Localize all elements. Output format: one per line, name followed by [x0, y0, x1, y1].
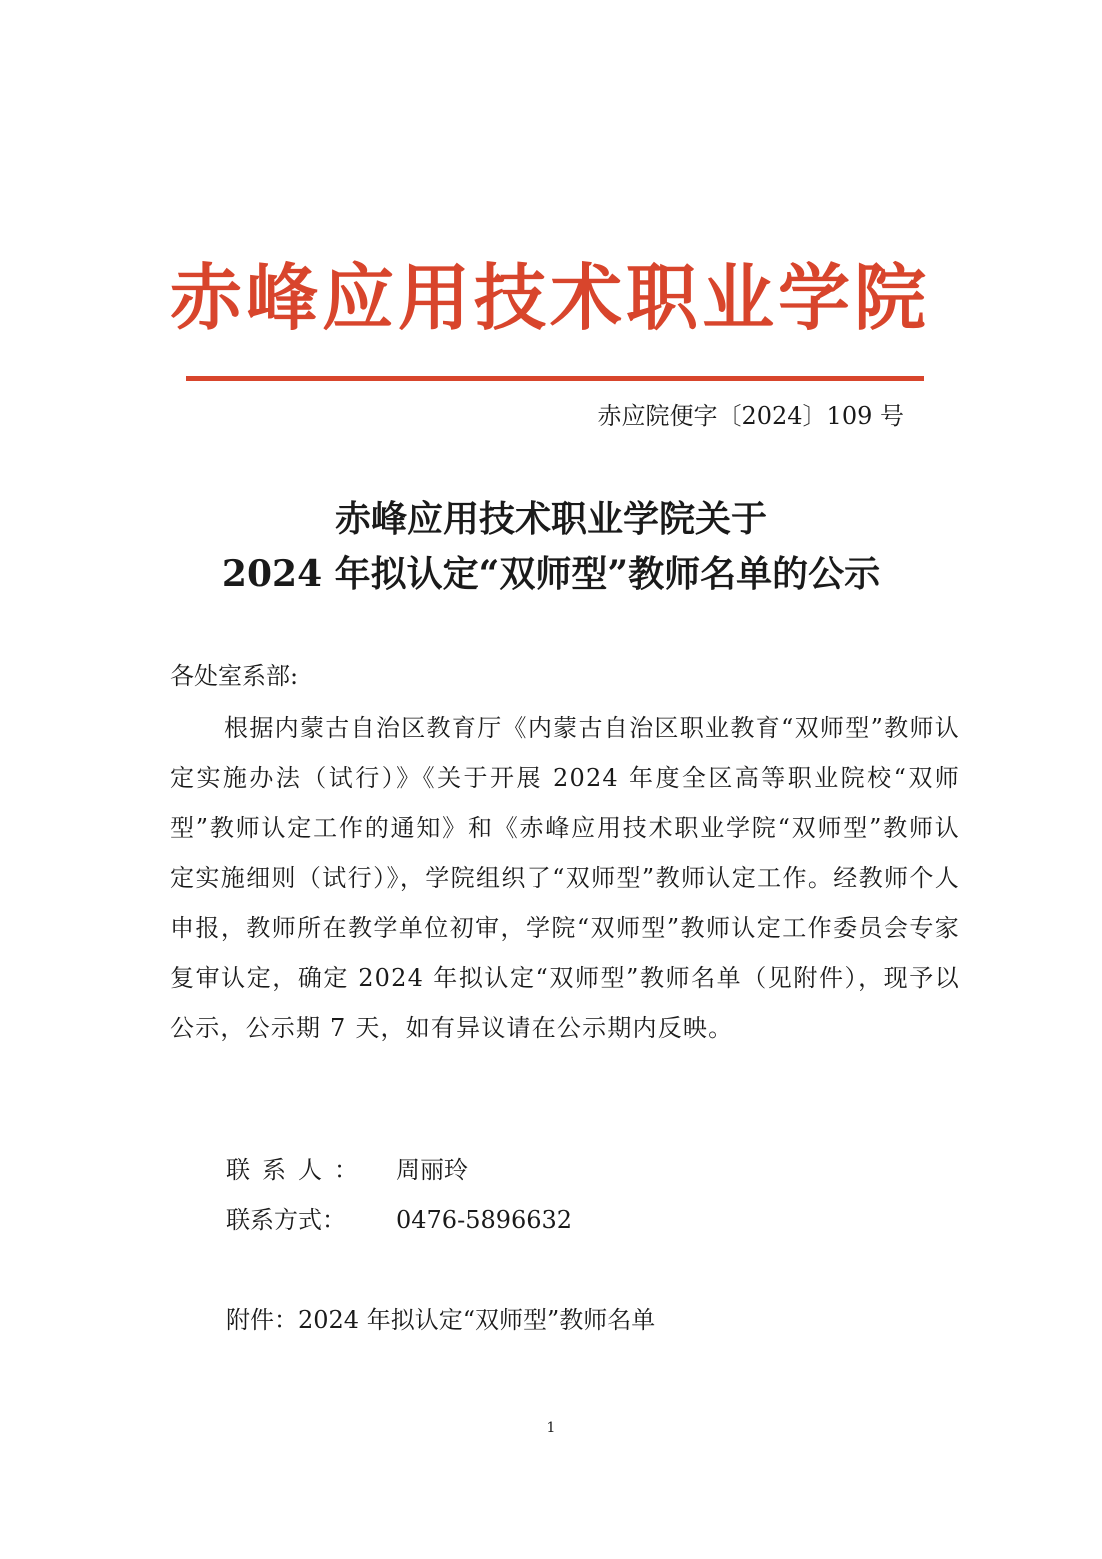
header-divider [186, 376, 924, 381]
contact-person-value: 周丽玲 [396, 1156, 468, 1184]
attachment-note: 附件：2024 年拟认定“双师型”教师名单 [226, 1306, 656, 1334]
contact-person-label: 联系人： [226, 1156, 370, 1184]
institution-header: 赤峰应用技术职业学院 [170, 256, 931, 340]
notice-title-line-1: 赤峰应用技术职业学院关于 [334, 498, 767, 540]
contact-method-row [226, 1200, 572, 1240]
contact-method-label: 联系方式： [226, 1206, 346, 1234]
document-number: 赤应院便字〔2024〕109 号 [597, 402, 904, 430]
salutation: 各处室系部: [170, 662, 299, 690]
body-paragraph: 根据内蒙古自治区教育厅《内蒙古自治区职业教育“双师型”教师认定实施办法（试行）》《关于开展 2024 年度全区高等职业院校“双师型”教师认定工作的通知》和《赤峰应用技术职业学院“双师型”教师认定实施细则（试行）》，学院组织了“双师型”教师认定工作。经教师个人申报，教师所在教学单位初审，学院“双师型”教师认定工作委员会专家复审认定，确定 2024 年拟认定“双师型”教师名单（见附件），现予以公示，公示期 7 天，如有异议请在公示期内反映。 [170, 714, 960, 1042]
contact-person-row [226, 1150, 468, 1190]
page-number: 1 [546, 1420, 556, 1436]
notice-title-line-2: 2024 年拟认定“双师型”教师名单的公示 [221, 553, 881, 595]
contact-method-value: 0476-5896632 [396, 1206, 573, 1234]
notice-title [0, 492, 1102, 602]
